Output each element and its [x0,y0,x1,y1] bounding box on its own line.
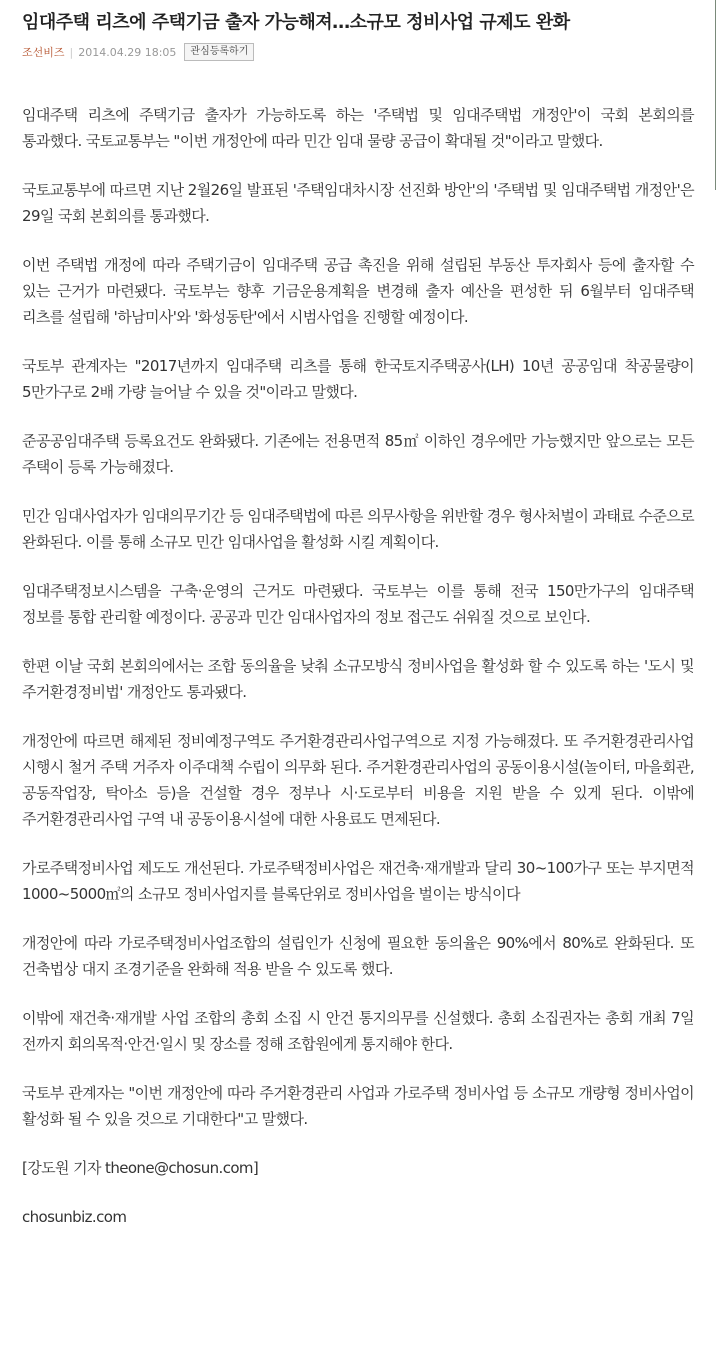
follow-button[interactable]: 관심등록하기 [184,43,254,61]
article-header [0,0,716,62]
paragraph: 국토교통부에 따르면 지난 2월26일 발표된 '주택임대차시장 선진화 방안'의 '주택법 및 임대주택법 개정안'은 29일 국회 본회의를 통과했다. [22,181,694,225]
meta-separator: | [69,45,74,59]
article-title: 임대주택 리츠에 주택기금 출자 가능해져…소규모 정비사업 규제도 완화 [22,12,570,33]
paragraph: 민간 임대사업자가 임대의무기간 등 임대주택법에 따른 의무사항을 위반할 경우 형사처벌이 과태료 수준으로 완화된다. 이를 통해 소규모 민간 임대사업을 활성화 시킬 계획이다. [22,507,694,551]
article-body [22,102,694,1230]
paragraph: 임대주택 리츠에 주택기금 출자가 가능하도록 하는 '주택법 및 임대주택법 개정안'이 국회 본회의를 통과했다. 국토교통부는 "이번 개정안에 따라 민간 임대 물량 공급이 확대될 것"이라고 말했다. [22,106,694,150]
paragraph: 가로주택정비사업 제도도 개선된다. 가로주택정비사업은 재건축·재개발과 달리 30~100가구 또는 부지면적 1000~5000㎡의 소규모 정비사업지를 블록단위로 정비사업을 벌이는 방식이다 [22,859,694,903]
paragraph: 준공공임대주택 등록요건도 완화됐다. 기존에는 전용면적 85㎡ 이하인 경우에만 가능했지만 앞으로는 모든 주택이 등록 가능해졌다. [22,432,694,476]
article-meta [22,42,716,62]
paragraph: 국토부 관계자는 "이번 개정안에 따라 주거환경관리 사업과 가로주택 정비사업 등 소규모 개량형 정비사업이 활성화 될 수 있을 것으로 기대한다"고 말했다. [22,1084,694,1128]
paragraph: 개정안에 따르면 해제된 정비예정구역도 주거환경관리사업구역으로 지정 가능해졌다. 또 주거환경관리사업 시행시 철거 주택 거주자 이주대책 수립이 의무화 된다. 주거환경관리사업의 공동이용시설(놀이터, 마을회관, 공동작업장, 탁아소 등)을 건설할 경우 정부나 시·도로부터 비용을 지원 받을 수 있게 된다. 이밖에 주거환경관리사업 구역 내 공동이용시설에 대한 사용료도 면제된다. [22,732,694,828]
paragraph: 임대주택정보시스템을 구축·운영의 근거도 마련됐다. 국토부는 이를 통해 전국 150만가구의 임대주택 정보를 통합 관리할 예정이다. 공공과 민간 임대사업자의 정보 접근도 쉬워질 것으로 보인다. [22,582,694,626]
paragraph: 한편 이날 국회 본회의에서는 조합 동의율을 낮춰 소규모방식 정비사업을 활성화 할 수 있도록 하는 '도시 및 주거환경정비법' 개정안도 통과됐다. [22,657,694,701]
paragraph: 개정안에 따라 가로주택정비사업조합의 설립인가 신청에 필요한 동의율은 90%에서 80%로 완화된다. 또 건축법상 대지 조경기준을 완화해 적용 받을 수 있도록 했다. [22,934,694,978]
reporter-byline: [강도원 기자 theone@chosun.com] [22,1159,259,1177]
publish-date: 2014.04.29 18:05 [78,45,177,59]
paragraph: 이밖에 재건축·재개발 사업 조합의 총회 소집 시 안건 통지의무를 신설했다. 총회 소집권자는 총회 개최 7일 전까지 회의목적·안건·일시 및 장소를 정해 조합원에게 통지해야 한다. [22,1009,694,1053]
paragraph: 이번 주택법 개정에 따라 주택기금이 임대주택 공급 촉진을 위해 설립된 부동산 투자회사 등에 출자할 수 있는 근거가 마련됐다. 국토부는 향후 기금운용계획을 변경해 출자 예산을 편성한 뒤 6월부터 임대주택 리츠를 설립해 '하남미사'와 '화성동탄'에서 시범사업을 진행할 예정이다. [22,256,694,326]
paragraph: 국토부 관계자는 "2017년까지 임대주택 리츠를 통해 한국토지주택공사(LH) 10년 공공임대 착공물량이 5만가구로 2배 가량 늘어날 수 있을 것"이라고 말했다. [22,357,694,401]
site-link[interactable]: chosunbiz.com [22,1208,127,1226]
source-name[interactable]: 조선비즈 [22,46,65,59]
